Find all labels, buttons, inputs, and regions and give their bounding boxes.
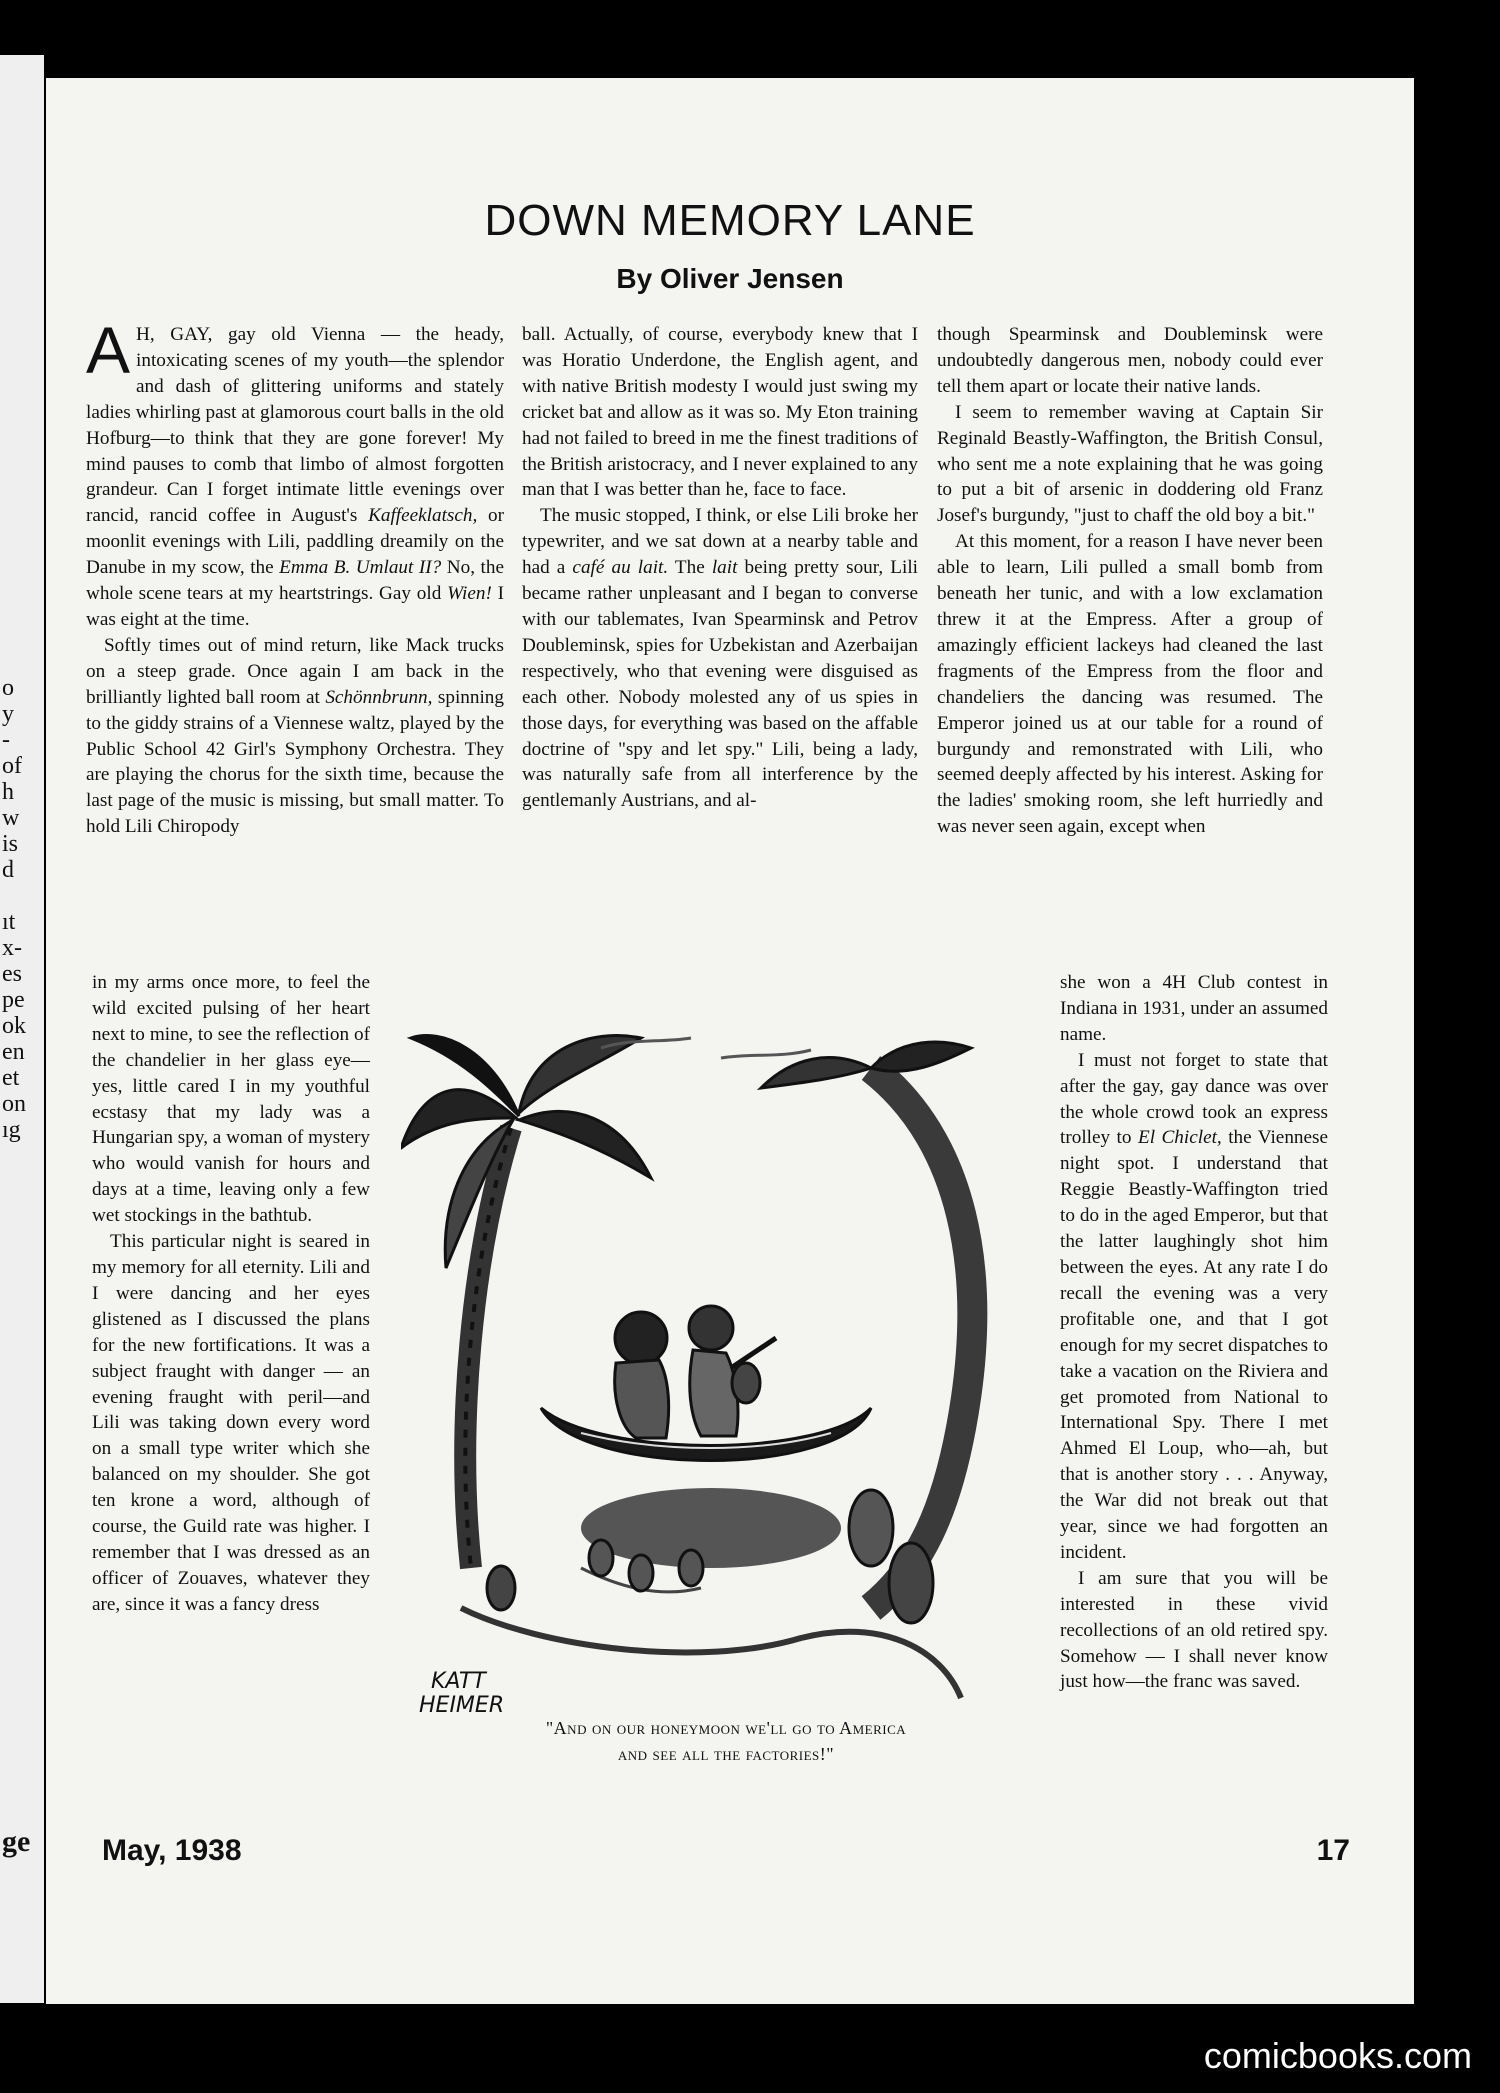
site-watermark: comicbooks.com	[1203, 2035, 1472, 2076]
article-byline: By Oliver Jensen	[616, 263, 844, 294]
fragment: ıt	[2, 909, 16, 935]
column-3	[937, 322, 1323, 840]
paragraph: I am sure that you will be interested in these vivid recollections of an old retired spy. Somehow — I shall never know just how—the franc was saved.	[1060, 1567, 1328, 1693]
illustration-caption: "And on our honeymoon we'll go to America and see all the factories!"	[545, 1718, 907, 1764]
fragment: y	[2, 701, 14, 727]
paragraph: I seem to remember waving at Captain Sir Reginald Beastly-Waffington, the British Consul, who sent me a note explaining that he was going to put a bit of arsenic in doddering old Franz Josef's burgundy, "just to chaff the old boy a bit."	[937, 401, 1323, 527]
cartoon-illustration	[401, 1008, 1001, 1728]
fragment: en	[2, 1039, 25, 1065]
drop-cap: A	[86, 313, 131, 387]
page-number: 17	[1316, 1834, 1350, 1867]
fragment: -	[2, 727, 10, 753]
artist-signature-line2: HEIMER	[419, 1693, 505, 1718]
issue-date: May, 1938	[102, 1834, 242, 1867]
paragraph: in my arms once more, to feel the wild excited pulsing of her heart next to mine, to see the reflection of the chandelier in her glass eye—yes, little cared I in my youthful ecstasy that my lady was a Hungarian spy, a woman of mystery who would vanish for hours and days at a time, leaving only a few wet stockings in the bathtub.	[92, 972, 370, 1227]
column-2	[522, 322, 918, 814]
paragraph: she won a 4H Club contest in Indiana in 1931, under an assumed name.	[1060, 972, 1328, 1045]
fragment: is	[2, 831, 19, 857]
fragment: es	[2, 961, 22, 987]
tropical-scene	[401, 1036, 972, 1698]
fragment: w	[2, 805, 20, 831]
paragraph: This particular night is seared in my memory for all eternity. Lili and I were dancing and her eyes glistened as I discussed the plans for the new fortifications. It was a subject fraught with danger — an evening fraught with peril—and Lili was taking down every word on a small type writer which she balanced on my shoulder. She got ten krone a word, although of course, the Guild rate was higher. I remember that I was dressed as an officer of Zouaves, whatever they are, since it was a fancy dress	[92, 1231, 370, 1615]
fragment: ok	[2, 1013, 26, 1039]
fragment: x-	[2, 935, 22, 961]
fragment: o	[2, 675, 14, 701]
article-title: DOWN MEMORY LANE	[484, 196, 976, 245]
fragment: d	[2, 857, 14, 883]
paragraph: I must not forget to state that after the gay, gay dance was over the whole crowd took an express trolley to El Chiclet, the Viennese night spot. I understand that Reggie Beastly-Waffington tried to do in the aged Emperor, but that the latter laughingly shot him between the eyes. At any rate I do recall the evening was a very profitable one, and that I got enough for my secret dispatches to take a vacation on the Riviera and get promoted from National to International Spy. There I met Ahmed El Loup, who—ah, but that is another story . . . Anyway, the War did not break out that year, since we had forgotten an incident.	[1060, 1049, 1329, 1563]
column-1-continued	[92, 970, 370, 1618]
paragraph: A H, GAY, gay old Vienna — the heady, intoxicating scenes of my youth—the splendor and dash of glittering uniforms and stately ladies whirling past at glamorous court balls in the old Hofburg—to think that they are gone forever! My mind pauses to comb that limbo of almost forgotten grandeur. Can I forget intimate little evenings over rancid, rancid coffee in August's Kaffeeklatsch, or moonlit evenings with Lili, paddling dreamily on the Danube in my scow, the Emma B. Umlaut II? No, the whole scene tears at my heartstrings. Gay old Wien! I was eight at the time.	[86, 313, 505, 630]
fragment: et	[2, 1065, 20, 1091]
artist-signature-line1: KATT	[431, 1669, 486, 1694]
fragment: h	[2, 779, 14, 805]
column-3-continued	[1060, 970, 1328, 1695]
paragraph: The music stopped, I think, or else Lili broke her typewriter, and we sat down at a nearby table and had a café au lait. The lait being pretty sour, Lili became rather unpleasant and I began to converse with our tablemates, Ivan Spearminsk and Petrov Doubleminsk, spies for Uzbekistan and Azerbaijan respectively, who that evening were disguised as each other. Nobody molested any of us spies in those days, for everything was based on the affable doctrine of "spy and let spy." Lili, being a lady, was naturally safe from all interference by the gentlemanly Austrians, and al-	[522, 505, 919, 812]
fragment: ge	[2, 1825, 31, 1858]
fragment: of	[2, 753, 22, 779]
paragraph: Softly times out of mind return, like Mack trucks on a steep grade. Once again I am back in the brilliantly lighted ball room at Schönnbrunn, spinning to the giddy strains of a Viennese waltz, played by the Public School 42 Girl's Symphony Orchestra. They are playing the chorus for the sixth time, because the last page of the music is missing, but small matter. To hold Lili Chiropody	[86, 634, 504, 838]
magazine-page	[46, 78, 1414, 2004]
column-1	[86, 313, 505, 840]
paragraph: ball. Actually, of course, everybody knew that I was Horatio Underdone, the English agent, and with native British modesty I would just swing my cricket bat and allow as it was so. My Eton training had not failed to breed in me the finest traditions of the British aristocracy, and I never explained to any man that I was better than he, face to face.	[522, 324, 918, 501]
fragment: pe	[2, 987, 25, 1013]
fragment: on	[2, 1091, 26, 1117]
previous-page-edge	[0, 55, 44, 2003]
fragment: ıg	[2, 1117, 21, 1143]
paragraph: At this moment, for a reason I have never been able to learn, Lili pulled a small bomb from beneath her tunic, and with a low exclamation threw it at the Empress. After a group of amazingly efficient lackeys had cleaned the last fragments of the Empress from the floor and chandeliers the dancing was resumed. The Emperor joined us at our table for a round of burgundy and remonstrated with Lili, who seemed deeply affected by his interest. Asking for the ladies' smoking room, she left hurriedly and was never seen again, except when	[937, 531, 1323, 838]
paragraph: though Spearminsk and Doubleminsk were undoubtedly dangerous men, nobody could ever tell them apart or locate their native lands.	[937, 324, 1323, 397]
